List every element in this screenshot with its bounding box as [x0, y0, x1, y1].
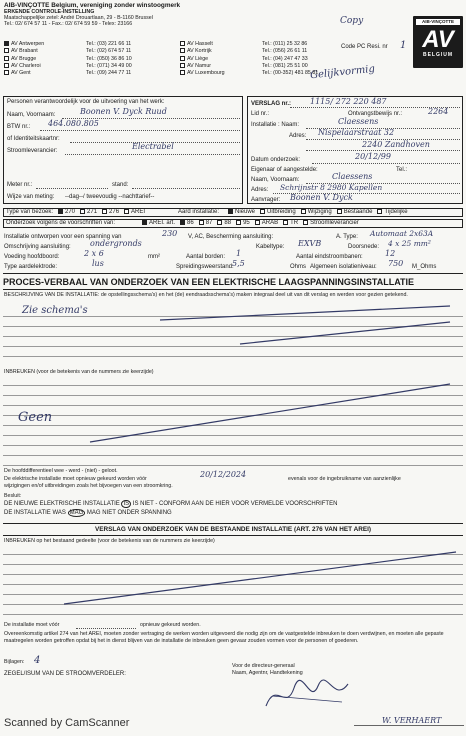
- existing-infractions-label: INBREUKEN op het bestaand gedeelte (voor de betekenis van de nummers zie keerzijde): [4, 538, 215, 544]
- av-logo: [413, 16, 463, 68]
- option-arab[interactable]: [255, 220, 278, 226]
- option-bestaande[interactable]: [337, 209, 373, 215]
- pv-reinspect-3: wijzigingen en/of uitbreidingen zoals het bijvoegen van een stroomkring.: [4, 483, 173, 489]
- option-label: Uitbreiding: [267, 209, 296, 215]
- office-name: AV Hasselt: [187, 41, 213, 47]
- office-name: AV Namur: [187, 62, 212, 69]
- office-av-kortrijk: [180, 48, 212, 54]
- supplier-label: Stroomleverancier:: [7, 148, 58, 154]
- existing-title: VERSLAG VAN ONDERZOEK VAN DE BESTAANDE INSTALLATIE (ART. 276 VAN HET AREI): [95, 526, 371, 533]
- date-label: Datum onderzoek:: [251, 157, 301, 163]
- feed-value: 2 x 6: [84, 249, 104, 258]
- option-label: Bestaande: [343, 209, 373, 215]
- id-label: of Identiteitskaartnr:: [7, 136, 60, 142]
- member-label: Lid nr.:: [251, 111, 270, 117]
- design-unit: V, AC, Bescherming aansluiting:: [188, 234, 274, 240]
- office-av-gent: [4, 70, 31, 76]
- install-label: Installatie : Naam:: [251, 122, 300, 128]
- option-checkbox[interactable]: [303, 220, 308, 225]
- option-87[interactable]: [199, 220, 213, 226]
- design-label: Installatie ontworpen voor een spanning van: [4, 234, 122, 240]
- copy-note: Copy: [340, 16, 364, 26]
- owner-address-label: Adres:: [251, 187, 269, 193]
- name-label: Naam, Voornaam:: [7, 112, 56, 118]
- office-phone: Tel.: (011) 25 32 86: [262, 41, 308, 47]
- org-name: AIB-VINÇOTTE Belgium, vereniging zonder winstoogmerk: [4, 2, 181, 9]
- btw-label: BTW nr.:: [7, 124, 31, 130]
- layout-value: ondergronds: [90, 239, 142, 248]
- insul-value: 750: [388, 259, 404, 268]
- office-name: AV Luxembourg: [187, 70, 225, 77]
- report-label: VERSLAG nr.:: [251, 101, 292, 107]
- office-av-luxembourg: [180, 70, 225, 76]
- stand-label: stand:: [112, 182, 129, 188]
- office-checkbox[interactable]: [4, 56, 9, 61]
- option-86[interactable]: [180, 220, 194, 226]
- seal-label: ZEGEL/ISUM VAN DE STROOMVERDELER:: [4, 671, 126, 677]
- option-label: Stroomleverancier: [310, 220, 359, 226]
- option-label: AREI: [131, 209, 146, 215]
- office-phone: Tel.: (00-352) 481 85 81: [262, 70, 319, 77]
- type-a-label: A. Type:: [336, 234, 358, 240]
- pv-reinspect-2: evenals voor de ingebruikname van aanzienlijke: [288, 476, 401, 482]
- option-checkbox[interactable]: [301, 209, 306, 214]
- pv-conclusion-1: DE NIEUWE ELEKTRISCHE INSTALLATIE IS IS NIET - CONFORM AAN DE HIER VOOR VERMELDE VOORSCHRIFTEN: [4, 501, 338, 507]
- org-address: Maatschappelijke zetel: André Drouartlaan, 29 - B-1160 Brussel: [4, 15, 153, 21]
- attachments-label: Bijlagen:: [4, 659, 25, 665]
- pv-infractions-hw: Geen: [18, 410, 53, 425]
- code-value: 1: [400, 40, 407, 51]
- resist-label: Spreidingsweerstand:: [176, 264, 234, 270]
- office-av-liège: [180, 56, 208, 62]
- office-phone: Tel.: (071) 34 49 00: [86, 62, 132, 69]
- boards-value: 1: [236, 249, 242, 258]
- office-phone: Tel.: (03) 221 66 11: [86, 41, 132, 47]
- option-label: TR: [290, 220, 299, 226]
- circuits-value: 12: [385, 249, 396, 258]
- boards-label: Aantal borden:: [186, 254, 226, 260]
- inspector-signature-icon: [262, 676, 352, 716]
- receipt-value: 2264: [428, 107, 449, 116]
- option-label: 95: [243, 220, 250, 226]
- supplier-value: Electrabel: [132, 142, 174, 151]
- install-kind-label: Aard installatie:: [178, 209, 220, 215]
- office-checkbox[interactable]: [4, 41, 9, 46]
- code-label: Code PC Resi. nr: [341, 44, 388, 50]
- conformity-signature: Gelijkvormig: [309, 63, 376, 82]
- strike-lines: [150, 300, 460, 348]
- office-phone: Tel.: (02) 674 57 11: [86, 48, 132, 55]
- attachments-value: 4: [34, 655, 41, 666]
- option-checkbox[interactable]: [337, 209, 342, 214]
- option-95[interactable]: [236, 220, 250, 226]
- office-av-antwerpen: [4, 41, 44, 47]
- office-checkbox[interactable]: [180, 48, 185, 53]
- office-phone: Tel.: (056) 26 61 11: [262, 48, 308, 55]
- receipt-label: Ontvangstbewijs nr.:: [348, 111, 403, 117]
- office-av-hasselt: [180, 41, 213, 47]
- option-label: 271: [87, 209, 98, 215]
- office-av-charleroi: [4, 63, 41, 69]
- owner-tel: Tel.:: [396, 167, 408, 173]
- option-tijdelijke[interactable]: [377, 209, 407, 215]
- section-value: 4 x 25 mm²: [388, 239, 431, 248]
- camscanner-footer: Scanned by CamScanner: [4, 717, 130, 729]
- office-phone: Tel.: (04) 247 47 33: [262, 55, 308, 62]
- office-name: AV Liège: [187, 55, 209, 62]
- strike-lines-2: [80, 380, 460, 460]
- office-name: AV Kortrijk: [187, 48, 212, 55]
- option-checkbox[interactable]: [58, 209, 63, 214]
- option-label: 87: [205, 220, 213, 226]
- option-label: 270: [65, 209, 76, 215]
- option-arei[interactable]: [124, 209, 145, 215]
- existing-law-text: Overeenkomstig artikel 274 van het AREI, moeten zonder vertraging de werken worden uitgevoerd die nodig zijn om de vastgestelde inbreuken te doen verdwijnen, en moeten alle gepaste maatregelen worden getroffen opdat bij het in dienst blijven van de installatie de inbreuken geen gevaar zouden vormen voor de personen of goederen.: [4, 631, 444, 644]
- org-subtitle: ERKENDE CONTROLE-INSTELLING: [4, 9, 95, 15]
- option-checkbox[interactable]: [255, 220, 260, 225]
- feed-unit: mm²: [148, 254, 160, 260]
- option-checkbox[interactable]: [377, 209, 382, 214]
- option-276[interactable]: [102, 209, 119, 215]
- option-label: Tijdelijke: [384, 209, 408, 215]
- pv-besluit: Besluit:: [4, 493, 22, 499]
- existing-before-label: De installatie moet vóór: [4, 622, 60, 628]
- office-phone: Tel.: (050) 36 86 10: [86, 55, 132, 62]
- design-value: 230: [162, 229, 178, 238]
- option-label: AREI. art.: [149, 220, 176, 226]
- circuits-label: Aantal eindstroombanen:: [296, 254, 363, 260]
- pv-description-hw: Zie schema's: [22, 305, 88, 316]
- rules-label: Onderzoek volgens de voorschriften van:: [6, 220, 116, 226]
- method-value: --dag--/ tweevoudig --nachttarief--: [65, 194, 155, 200]
- option-label: ARAB: [261, 220, 279, 226]
- requester-label: Aanvrager:: [251, 197, 281, 203]
- owner-name-value: Claessens: [332, 172, 373, 181]
- insul-unit: M_Ohms: [412, 264, 437, 270]
- option-label: Nieuwe: [235, 209, 256, 215]
- office-name: AV Antwerpen: [11, 41, 45, 47]
- date-value: 20/12/99: [355, 152, 391, 161]
- option-checkbox[interactable]: [228, 209, 233, 214]
- org-phone: Tel.: 02/ 674 57 11 - Fax.: 02/ 674 59 59 - Telex: 23166: [4, 21, 133, 27]
- meter-label: Meter nr.:: [7, 182, 33, 188]
- existing-before-suffix: opnieuw gekeurd worden.: [140, 622, 201, 628]
- report-value: 1115/ 272 220 487: [310, 97, 387, 106]
- office-phone: Tel.: (09) 244 77 11: [86, 70, 132, 77]
- option-checkbox[interactable]: [80, 209, 85, 214]
- office-av-namur: [180, 63, 211, 69]
- option-checkbox[interactable]: [260, 209, 265, 214]
- strike-lines-3: [60, 546, 460, 610]
- pv-conclusion-2: DE INSTALLATIE WAS MAG MAG NIET ONDER SPANNING: [4, 510, 172, 516]
- office-name: AV Gent: [11, 70, 31, 77]
- option-checkbox[interactable]: [283, 220, 288, 225]
- cable-label: Kabeltype:: [256, 244, 285, 250]
- option-checkbox[interactable]: [236, 220, 241, 225]
- option-stroomleverancier[interactable]: [303, 220, 359, 226]
- pv-title: PROCES-VERBAAL VAN ONDERZOEK VAN EEN ELEKTRISCHE LAAGSPANNINGSINSTALLATIE: [3, 277, 415, 287]
- inspector-name: W. VERHAERT: [382, 716, 442, 725]
- sign-label-2: Naam, Agentnr, Handtekening: [232, 670, 303, 676]
- name-value: Boonen V. Dyck Ruud: [80, 107, 167, 116]
- responsible-title: Personen verantwoordelijk voor de uitvoering van het werk:: [7, 99, 165, 105]
- option-label: 86: [187, 220, 194, 226]
- pv-differential: De hoofddifferentieel wee - werd - (niet) - geloot.: [4, 468, 118, 474]
- office-name: AV Brugge: [11, 55, 37, 62]
- office-av-brugge: [4, 56, 36, 62]
- option-wijziging[interactable]: [301, 209, 332, 215]
- option-tr[interactable]: [283, 220, 298, 226]
- pv-reinspect-date: 20/12/2024: [200, 470, 247, 479]
- option-checkbox[interactable]: [102, 209, 107, 214]
- office-checkbox[interactable]: [4, 48, 9, 53]
- option-271[interactable]: [80, 209, 97, 215]
- office-checkbox[interactable]: [180, 63, 185, 68]
- insul-label: Algemeen isolatieniveau:: [310, 264, 377, 270]
- option-uitbreiding[interactable]: [260, 209, 296, 215]
- option-arei-art-[interactable]: [142, 220, 175, 226]
- pv-reinspect-1: De elektrische installatie moet opnieuw gekeurd worden vóór: [4, 476, 147, 482]
- option-checkbox[interactable]: [217, 220, 222, 225]
- cable-value: EXVB: [298, 239, 322, 248]
- section-label: Doorsnede:: [348, 244, 380, 250]
- owner-label: Eigenaar of aangestelde:: [251, 167, 318, 173]
- install-value: Claessens: [338, 117, 379, 126]
- pv-description: BESCHRIJVING VAN DE INSTALLATIE: de opstellingsschema's) en het (de) eendraadsschema's) maken integraal deel uit van dit verslag en werden voor gezien getekend.: [4, 292, 408, 298]
- option-checkbox[interactable]: [199, 220, 204, 225]
- option-270[interactable]: [58, 209, 75, 215]
- option-label: Wijziging: [307, 209, 332, 215]
- option-88[interactable]: [217, 220, 231, 226]
- type-a-value: Automaat 2x63A: [370, 229, 434, 238]
- address-value: Nispelaarstraat 32: [318, 128, 395, 137]
- option-nieuwe[interactable]: [228, 209, 255, 215]
- office-checkbox[interactable]: [4, 70, 9, 75]
- option-checkbox[interactable]: [124, 209, 129, 214]
- ground-value: lus: [92, 259, 104, 268]
- option-label: 276: [109, 209, 120, 215]
- city-value: 2240 Zandhoven: [362, 140, 430, 149]
- owner-address-value: Schrijnstr 8 2980 Kapellen: [280, 183, 383, 192]
- logo-country: BELGIUM: [422, 52, 454, 58]
- office-checkbox[interactable]: [180, 70, 185, 75]
- install-kind-options: [228, 209, 413, 216]
- office-av-brabant: [4, 48, 38, 54]
- resist-unit: Ohms: [290, 264, 307, 270]
- office-checkbox[interactable]: [180, 41, 185, 46]
- btw-value: 464.080.805: [48, 119, 99, 128]
- resist-value: 5,5: [232, 259, 245, 268]
- option-checkbox[interactable]: [142, 220, 147, 225]
- feed-label: Voeding hoofdboord:: [4, 254, 60, 260]
- method-label: Wijze van meting:: [7, 194, 55, 200]
- office-checkbox[interactable]: [4, 63, 9, 68]
- type-label: Type van bezoek:: [6, 209, 54, 215]
- visit-type-options: [58, 209, 150, 216]
- option-label: 88: [224, 220, 232, 226]
- office-phone: Tel.: (081) 25 51 00: [262, 62, 308, 69]
- sign-label: Voor de directeur-generaal: [232, 663, 295, 669]
- office-name: AV Brabant: [11, 48, 38, 55]
- office-name: AV Charleroi: [11, 62, 41, 69]
- address-label: Adres:: [289, 133, 307, 139]
- logo-tag: AIB-VINÇOTTE: [416, 19, 460, 25]
- logo-brand: AV: [422, 26, 454, 53]
- office-checkbox[interactable]: [180, 56, 185, 61]
- owner-name-label: Naam, Voornaam:: [251, 177, 300, 183]
- requester-value: Boonen V. Dyck: [290, 193, 353, 202]
- option-checkbox[interactable]: [180, 220, 185, 225]
- pv-infractions-label: INBREUKEN (voor de betekenis van de nummers zie keerzijde): [4, 369, 154, 375]
- layout-label: Omschrijving aansluiting:: [4, 244, 71, 250]
- ground-label: Type aardelektrode:: [4, 264, 58, 270]
- rules-options: [142, 220, 364, 227]
